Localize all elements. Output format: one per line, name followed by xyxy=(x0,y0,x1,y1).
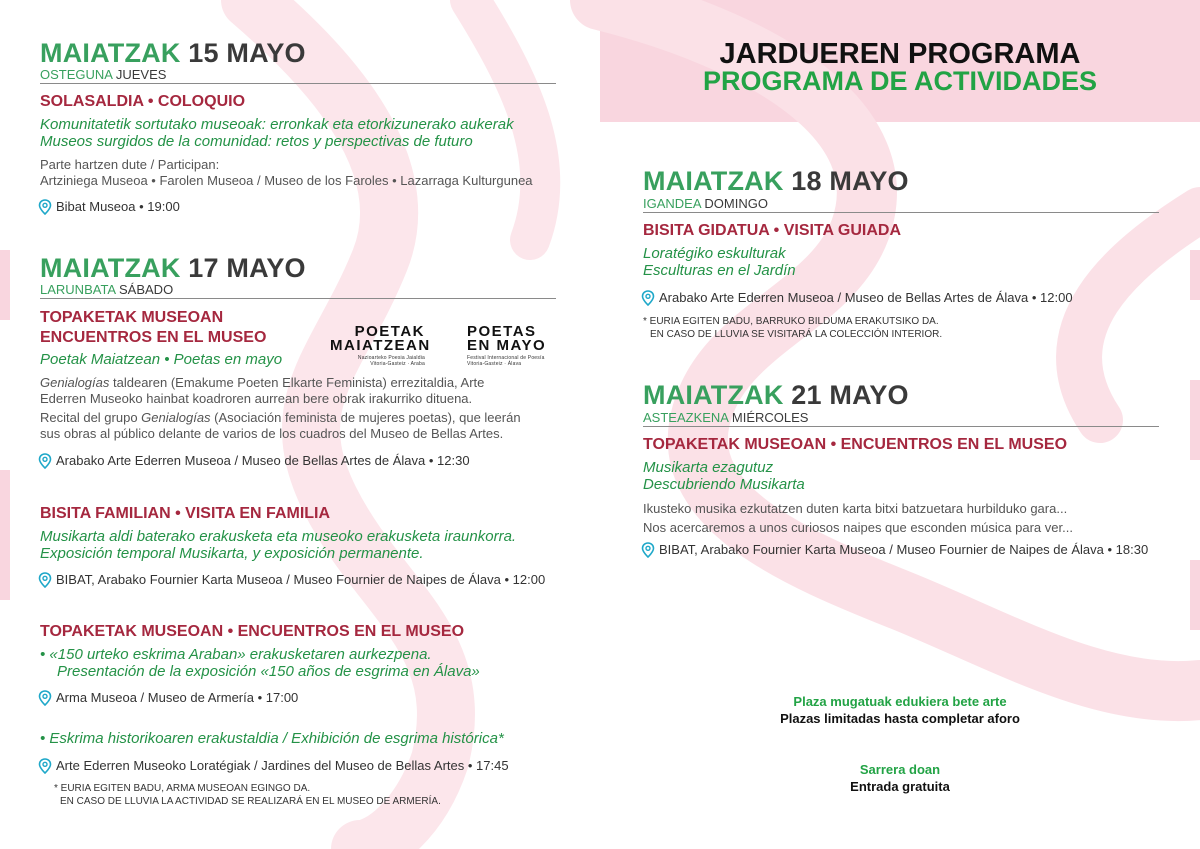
event-subtitle-es: Esculturas en el Jardín xyxy=(643,262,796,279)
weekday-eu: IGANDEA xyxy=(643,196,701,211)
event-subtitle-2: • Eskrima historikoaren erakustaldia / Exhibición de esgrima histórica* xyxy=(40,730,504,747)
day-21-weekday xyxy=(643,410,808,425)
event-title: TOPAKETAK MUSEOAN • ENCUENTROS EN EL MUSEO xyxy=(643,436,1068,453)
pink-edge-left-1 xyxy=(0,250,10,320)
divider xyxy=(40,83,556,84)
location-pin-icon xyxy=(38,758,52,774)
event-subtitle-eu: Musikarta aldi baterako erakusketa eta museoko erakusketa iraunkorra. xyxy=(40,528,517,545)
pink-edge-left-2 xyxy=(0,470,10,600)
location-text: BIBAT, Arabako Fournier Karta Museoa / Museo Fournier de Naipes de Álava • 12:00 xyxy=(56,572,546,587)
rain-note-eu: * EURIA EGITEN BADU, BARRUKO BILDUMA ERAKUTSIKO DA. xyxy=(643,316,939,327)
group-name: Genialogías xyxy=(40,375,110,390)
event-desc-eu-1: Genialogías taldearen (Emakume Poeten Elkarte Feminista) errezitaldia, Arte xyxy=(40,375,485,390)
weekday-es: SÁBADO xyxy=(119,282,174,297)
logo-small1: Festival Internacional de Poesía xyxy=(467,355,545,361)
free-entry-eu: Sarrera doan xyxy=(859,762,941,777)
event-subtitle-es: Exposición temporal Musikarta, y exposición permanente. xyxy=(40,545,424,562)
event-desc-eu: Ikusteko musika ezkutatzen duten karta bitxi batzuetara hurbilduko gara... xyxy=(643,501,1068,516)
logo-line1: POETAK xyxy=(354,323,425,340)
event-subtitle-eu: Komunitatetik sortutako museoak: erronkak eta etorkizunerako aukerak xyxy=(40,116,514,133)
location-pin-icon xyxy=(38,453,52,469)
event-location xyxy=(38,571,545,589)
pink-swirl-right-2 xyxy=(1079,210,1200,420)
event-subtitle-es: Presentación de la exposición «150 años de esgrima en Álava» xyxy=(57,663,480,680)
month-eu: MAIATZAK xyxy=(40,253,181,283)
divider xyxy=(40,298,556,299)
location-text: Arabako Arte Ederren Museoa / Museo de Bellas Artes de Álava • 12:00 xyxy=(659,290,1073,305)
event-desc-eu-2: Ederren Museoko hainbat koadroren aurrean bere obrak irakurriko dituena. xyxy=(40,391,473,406)
limited-places-es: Plazas limitadas hasta completar aforo xyxy=(780,711,1020,726)
limited-places-eu: Plaza mugatuak edukiera bete arte xyxy=(793,694,1007,709)
location-pin-icon xyxy=(641,290,655,306)
event-subtitle-eu: • «150 urteko eskrima Araban» erakusketaren aurkezpena. xyxy=(40,646,432,663)
logo-small1: Nazioarteko Poesia Jaialdia xyxy=(357,355,425,361)
location-text: Bibat Museoa • 19:00 xyxy=(56,199,180,214)
event-title-line1: TOPAKETAK MUSEOAN xyxy=(40,309,224,326)
event-subtitle-es: Descubriendo Musikarta xyxy=(643,476,805,493)
pink-edge-right-2 xyxy=(1190,380,1200,460)
weekday-es: MIÉRCOLES xyxy=(731,410,809,425)
event-location xyxy=(38,689,298,707)
weekday-eu: LARUNBATA xyxy=(40,282,116,297)
location-text: Arma Museoa / Museo de Armería • 17:00 xyxy=(56,690,299,705)
program-title-eu: JARDUEREN PROGRAMA xyxy=(719,38,1081,70)
free-entry-es: Entrada gratuita xyxy=(850,779,950,794)
event-subtitle-es: Museos surgidos de la comunidad: retos y perspectivas de futuro xyxy=(40,133,473,150)
month-eu: MAIATZAK xyxy=(40,38,181,68)
event-title-line2: ENCUENTROS EN EL MUSEO xyxy=(40,329,267,346)
poetak-maiatzean-logo xyxy=(330,323,431,367)
event-desc-es: Nos acercaremos a unos curiosos naipes que esconden música para ver... xyxy=(643,520,1073,535)
day-18-weekday xyxy=(643,196,768,211)
weekday-es: DOMINGO xyxy=(704,196,768,211)
day-15-weekday xyxy=(40,67,166,82)
location-pin-icon xyxy=(38,572,52,588)
location-text: BIBAT, Arabako Fournier Karta Museoa / Museo Fournier de Naipes de Álava • 18:30 xyxy=(659,542,1149,557)
poetas-en-mayo-logo xyxy=(467,325,562,367)
day-17-weekday xyxy=(40,282,173,297)
location-pin-icon xyxy=(38,199,52,215)
date-es: 17 MAYO xyxy=(188,253,306,283)
participants-list: Artziniega Museoa • Farolen Museoa / Museo de los Faroles • Lazarraga Kulturgunea xyxy=(40,173,533,188)
event-desc-es-1: Recital del grupo Genialogías (Asociación feminista de mujeres poetas), que leerán xyxy=(40,410,521,425)
day-18-heading xyxy=(643,166,909,196)
divider xyxy=(643,212,1159,213)
rain-note-es: EN CASO DE LLUVIA SE VISITARÁ LA COLECCIÓN INTERIOR. xyxy=(650,329,943,340)
event-subtitle: Poetak Maiatzean • Poetas en mayo xyxy=(40,351,283,368)
month-eu: MAIATZAK xyxy=(643,380,784,410)
event-title: TOPAKETAK MUSEOAN • ENCUENTROS EN EL MUSEO xyxy=(40,623,465,640)
rain-note-es: EN CASO DE LLUVIA LA ACTIVIDAD SE REALIZARÁ EN EL MUSEO DE ARMERÍA. xyxy=(60,796,441,807)
weekday-es: JUEVES xyxy=(115,67,167,82)
rain-note-eu: * EURIA EGITEN BADU, ARMA MUSEOAN EGINGO DA. xyxy=(54,783,311,794)
month-eu: MAIATZAK xyxy=(643,166,784,196)
group-name: Genialogías xyxy=(141,410,211,425)
program-title-es: PROGRAMA DE ACTIVIDADES xyxy=(702,66,1098,96)
logo-line2: MAIATZEAN xyxy=(330,337,431,354)
event-title: BISITA FAMILIAN • VISITA EN FAMILIA xyxy=(40,505,331,522)
event-location xyxy=(641,289,1073,307)
event-subtitle-eu: Loratégiko eskulturak xyxy=(643,245,786,262)
logo-line1: POETAS xyxy=(467,323,537,340)
location-pin-icon xyxy=(641,542,655,558)
weekday-eu: ASTEAZKENA xyxy=(643,410,729,425)
location-text: Arte Ederren Museoko Loratégiak / Jardines del Museo de Bellas Artes • 17:45 xyxy=(56,758,509,773)
date-es: 15 MAYO xyxy=(188,38,306,68)
event-location xyxy=(38,198,180,216)
event-location-2 xyxy=(38,757,509,775)
weekday-eu: OSTEGUNA xyxy=(40,67,113,82)
event-desc-es-2: sus obras al público delante de varios de los cuadros del Museo de Bellas Artes. xyxy=(40,426,504,441)
day-17-heading xyxy=(40,253,306,283)
logo-small2: Vitoria-Gasteiz · Araba xyxy=(370,361,425,367)
location-text: Arabako Arte Ederren Museoa / Museo de Bellas Artes de Álava • 12:30 xyxy=(56,453,470,468)
event-title: BISITA GIDATUA • VISITA GUIADA xyxy=(643,222,902,239)
location-pin-icon xyxy=(38,690,52,706)
date-es: 18 MAYO xyxy=(791,166,909,196)
pink-edge-right-1 xyxy=(1190,250,1200,300)
logo-small2: Vitoria-Gasteiz · Álava xyxy=(467,361,522,367)
divider xyxy=(643,426,1159,427)
day-21-heading xyxy=(643,380,909,410)
pink-edge-right-3 xyxy=(1190,560,1200,630)
event-subtitle-eu: Musikarta ezagutuz xyxy=(643,459,774,476)
event-location xyxy=(641,541,1148,559)
event-location xyxy=(38,452,470,470)
participants-label: Parte hartzen dute / Participan: xyxy=(40,157,220,172)
date-es: 21 MAYO xyxy=(791,380,909,410)
day-15-heading xyxy=(40,38,306,68)
event-title: SOLASALDIA • COLOQUIO xyxy=(40,93,246,110)
logo-line2: EN MAYO xyxy=(467,337,547,354)
